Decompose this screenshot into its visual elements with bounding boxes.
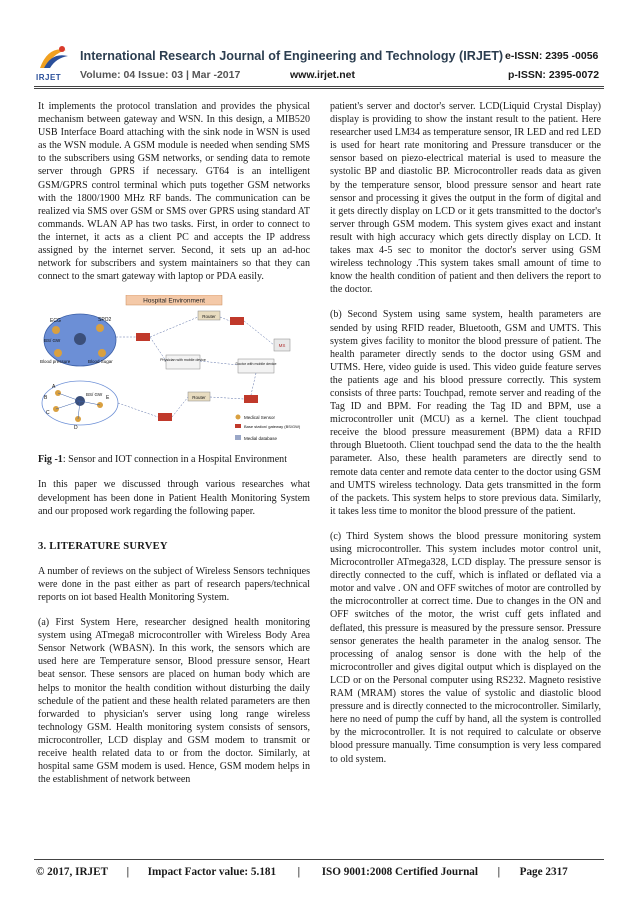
section-heading: 3. LITERATURE SURVEY xyxy=(38,540,168,552)
footer-iso: ISO 9001:2008 Certified Journal xyxy=(321,866,479,878)
label-d: D xyxy=(74,425,78,432)
header-divider-second xyxy=(34,88,604,89)
survey-intro-paragraph: A number of reviews on the subject of Wireless Sensors techniques were done in the past either as part of research papers/technical reports on iot based Health Monitoring System. xyxy=(38,565,310,603)
footer-impact-factor: Impact Factor value: 5.181 xyxy=(147,866,277,878)
footer-page-number: Page 2317 xyxy=(519,866,568,878)
hospital-environment-figure xyxy=(38,295,310,445)
label-e: E xyxy=(106,395,110,402)
label-router-bottom: Router xyxy=(192,395,206,401)
label-c: C xyxy=(46,410,50,417)
legend-medial-database: Medial database xyxy=(244,436,278,442)
page-header xyxy=(0,0,638,88)
footer-separator: | xyxy=(297,866,301,878)
label-ecg: ECG xyxy=(50,318,61,325)
irjet-logo-icon xyxy=(36,44,70,72)
website[interactable]: www.irjet.net xyxy=(290,69,355,81)
caption-text: : Sensor and IOT connection in a Hospital Environment xyxy=(62,454,287,466)
volume-issue: Volume: 04 Issue: 03 | Mar -2017 xyxy=(80,69,241,81)
caption-label: Fig -1 xyxy=(38,454,63,466)
figure-title: Hospital Environment xyxy=(143,297,205,305)
third-system-paragraph: (c) Third System shows the blood pressure monitoring system using microcontroller. This system includes motor control unit, Microcontroller ATmega328, LCD display. The pressure sensor is directly connected to the cuff, which is inflated or deflated via a motor and valve . ON and OFF switches of motor are controlled by the microcontroller at correct time. Due to changes in the ON and OFF switches of the motor, the wrist cuff gets inflated and deflated, this pressure is measured by the pressure sensor. Pressure sensor generates the health parameter in the analog sensor. The processing of analog sensor is done with the help of the microcontroller and gives digital output which is displayed on the LCD or on the Personal computer using RS232. Magneto resistive RAM (MRAM) stores the value of systolic and diastolic blood pressure and is directly connected to the microcontroller. Similarly, here no need of pump the cuff by hand, all the system is controlled by the microcontroller. It is not required to calculate or observe blood pressure manually. Time consumption is very less compared to old system. xyxy=(330,530,601,765)
label-router-top: Router xyxy=(202,314,216,320)
label-doctor: Doctor with mobile device xyxy=(235,362,277,367)
label-blood-sugar: Blood Sugar xyxy=(88,359,113,365)
footer-separator: | xyxy=(126,866,130,878)
label-a: A xyxy=(52,384,56,391)
e-issn: e-ISSN: 2395 -0056 xyxy=(505,50,599,62)
label-bs-gw-2: BS/ GW xyxy=(86,392,103,398)
label-bs-gw: BS/ GW xyxy=(44,338,61,344)
legend-base-station: Base station/ gateway (BS/GW) xyxy=(244,424,301,430)
label-ms: MS xyxy=(278,343,286,349)
first-system-paragraph: (a) First System Here, researcher designed health monitoring system using ATmega8 microcontroller with Wireless Body Area Sensor Network (WBASN). In this work, the sensors which are used here are Temperature sensor, Blood pressure sensor, Heart beat sensor. These sensors are placed on human body which are helps to monitor the health condition without disturbing the daily schedule of the patient and these health related parameters are then forwarded to physician's server using long range wireless technology GSM. Health monitoring system consists of sensors, microcontroller, LCD display and GSM modem to transmit or receive health related data to or from the doctor. Similarly, at hospital same GSM modem is used. Hence, GSM modem helps in the establishment of network between xyxy=(38,617,310,786)
legend-medical-sensor: Medical Sensor xyxy=(244,415,276,421)
footer-divider xyxy=(34,859,604,860)
logo-text: IRJET xyxy=(36,73,62,82)
continuation-paragraph: patient's server and doctor's server. LCD(Liquid Crystal Display) display is providing to show the instant result to the patient. Here researcher used LM34 as temperature sensor, IR LED and red LED is used for heart rate monitoring and Pressure transducer or the sensor based on piezo-electrical material is used to measure the systolic BP and diastolic BP. Microcontroller reads data as given by the temperature sensor, blood pressure sensor and heart rate sensor and processing it gives the output in the form of digital and it gets directly display on LCD or it gets transmitted to the doctor's server through GSM modem. This system gives exact and instant result with high accuracy which gets directly display on LCD. It takes max 4-5 sec to monitor the doctor's server using GSM wireless technology .This system takes small amount of time to know the health condition of patient and then delivers the report to the doctor. xyxy=(330,101,601,296)
discussion-paragraph: In this paper we discussed through various researches what development has been done in Patient Health Monitoring System and our proposed work regarding the following paper. xyxy=(38,479,310,517)
label-blood-pressure: Blood pressure xyxy=(40,359,71,365)
page-footer xyxy=(36,866,606,878)
footer-copyright: © 2017, IRJET xyxy=(36,866,109,878)
right-column xyxy=(330,100,601,778)
intro-paragraph: It implements the protocol translation and provides the physical mechanism between gateway and WSN. In this design, a MIB520 USB Interface Board attaching with the sink node in WSN is used as the WSN module. A GSM module is needed when sending SMS to the subscribers using GSM networks, or sending data to remote server through GPRS if necessary. GT64 is an intelligent GSM/GPRS control terminal which puts together GSM networks with the 1800/1900 MHz RF bands. The communication can be realized via SMS over GSM or SMS over GPRS using standard AT commands. WLAN AP has two tasks. First, in order to connect to the internet, it acts as a client PC and accepts the IP address assigned by the internet server. Second, it sets up an ad-hoc network for subscribers and system maintainers so that they can connect to the smart gateway with laptop or PDA easily. xyxy=(38,101,310,283)
figure-caption xyxy=(38,453,310,466)
p-issn: p-ISSN: 2395-0072 xyxy=(508,69,600,81)
journal-title: International Research Journal of Engineering and Technology (IRJET) xyxy=(80,49,504,63)
label-physician: Physician with mobile device xyxy=(160,358,206,363)
left-column xyxy=(38,100,310,798)
header-divider xyxy=(34,86,604,87)
label-b: B xyxy=(44,395,48,402)
footer-separator: | xyxy=(497,866,501,878)
second-system-paragraph: (b) Second System using same system, health parameters are sended by using RFID reader, Bluetooth, GSM and UMTS. This system gives facility to monitor the blood pressure of patient. The health parameter directly sends to the doctor using GSM and UTMS. Here, video guide is used. This video guide feature serves the patients age and his blood pressure correctly. This system consists of three parts: Touchpad, remote server and reading of the Tag ID and BPM. For reading the Tag ID and BPM, use a microcontroller unit (MCU) as a kernel. The client touchpad receive the blood pressure measurement (BPM) data a RFID through Bluetooth. Client touchpad send the data to the the health parameter. Also, these health parameters are directly send to remote data center and remote data center to the doctor using GSM and UMTS wireless technology. Data gets transmitted in the form of the packets. This system helps to store previous data. Similarly, it takes less time to monitor the blood pressure of the patient. xyxy=(330,309,601,517)
label-spo2: SPO2 xyxy=(98,317,112,324)
